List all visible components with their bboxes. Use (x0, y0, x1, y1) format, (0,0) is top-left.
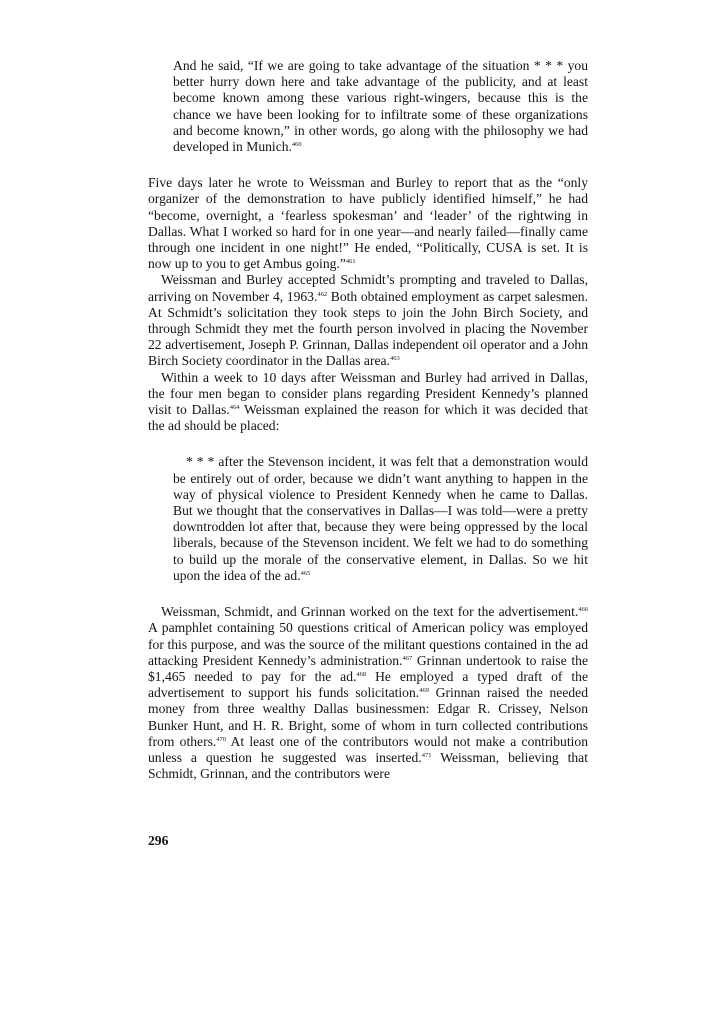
footnote-marker: 464 (229, 404, 240, 412)
footnote-marker: 469 (419, 687, 429, 695)
paragraph: And he said, “If we are going to take advantage of the situation * * * you better hurry down here and take advantage of the publicity, and at least become known among these various right-wingers, because this is the chance we have been looking for to infiltrate some of these organizations and become known,” in other words, go along with the philosophy we had developed in Munich.$^{460}$ (173, 58, 588, 155)
footnote-marker: 466 (578, 606, 588, 614)
paragraph: Five days later he wrote to Weissman and Burley to report that as the “only organizer of the demonstration to have publicly identified himself,” he had “become, overnight, a ‘fearless spokesman’ and ‘leader’ of the rightwing in Dallas. What I worked so hard for in one year—and nearly failed—finally came through one incident in one night!” He ended, “Politically, CUSA is set. It is now up to you to get Ambus going.”$^{461}$ (148, 175, 588, 272)
footnote-marker: 468 (356, 670, 367, 678)
footnote-marker: 470 (216, 735, 227, 743)
paragraph: Weissman and Burley accepted Schmidt’s prompting and traveled to Dallas, arriving on November 4, 1963.$^{462}$ Both obtained employment as carpet salesmen. At Schmidt’s solicitation they took steps to join the John Birch Society, and through Schmidt they met the fourth person involved in placing the November 22 advertisement, Joseph P. Grinnan, Dallas independent oil operator and a John Birch Society coordinator in the Dallas area.$^{463}$ (148, 272, 588, 369)
footnote-marker: 461 (345, 258, 356, 266)
footnote-marker: 463 (389, 355, 400, 363)
paragraph: * * * after the Stevenson incident, it was felt that a demonstration would be entirely out of order, because we didn’t want anything to happen in the way of physical violence to President Kennedy when he came to Dallas. But we thought that the conservatives in Dallas—I was told—were a pretty downtrodden lot after that, because they were being oppressed by the local liberals, because of the Stevenson incident. We felt we had to do something to build up the morale of the conservative element, in Dallas. So we hit upon the idea of the ad.$^{465}$ (173, 454, 588, 583)
footnote-marker: 465 (300, 569, 311, 577)
footnote-marker: 471 (421, 751, 432, 759)
footnote-marker: 462 (317, 290, 328, 298)
body-text (148, 604, 588, 782)
page-number: 296 (148, 833, 169, 848)
paragraph: Within a week to 10 days after Weissman and Burley had arrived in Dallas, the four men began to consider plans regarding President Kennedy’s planned visit to Dallas.$^{464}$ Weissman explained the reason for which it was decided that the ad should be placed: (148, 369, 588, 434)
block-quote (173, 58, 588, 155)
footnote-marker: 460 (291, 141, 302, 149)
page-text (148, 58, 588, 782)
footnote-marker: 467 (402, 654, 413, 662)
body-text (148, 175, 588, 434)
paragraph: Weissman, Schmidt, and Grinnan worked on the text for the advertisement.$^{466}$ A pamphlet containing 50 questions critical of American policy was employed for this purpose, and was the source of the militant questions contained in the ad attacking President Kennedy’s administration.$^{467}$ Grinnan undertook to raise the $1,465 needed to pay for the ad.$^{468}$ He employed a typed draft of the advertisement to support his funds solicitation.$^{469}$ Grinnan raised the needed money from three wealthy Dallas businessmen: Edgar R. Crissey, Nelson Bunker Hunt, and H. R. Bright, some of whom in turn collected contributions from others.$^{470}$ At least one of the contributors would not make a contribution unless a question he suggested was inserted.$^{471}$ Weissman, believing that Schmidt, Grinnan, and the contributors were (148, 604, 588, 782)
block-quote (173, 454, 588, 584)
